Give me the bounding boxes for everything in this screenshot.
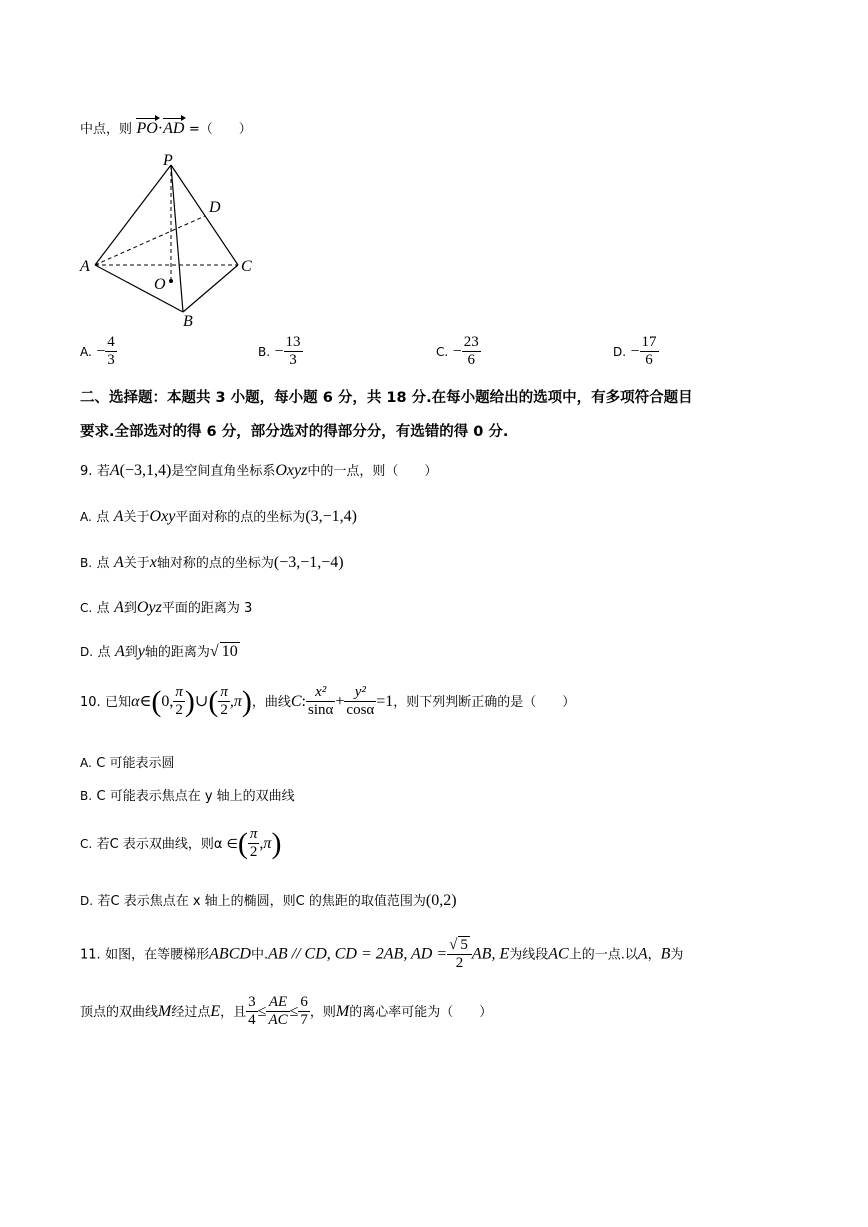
q8-option-d[interactable]: D. − $\frac{17}{6}$: [613, 334, 657, 369]
q8-option-a[interactable]: A. − $\frac{4}{3}$: [80, 334, 115, 369]
section2-line1: 二、选择题：本题共 3 小题，每小题 6 分，共 18 分.在每小题给出的选项中，有多项符合题目: [80, 390, 693, 406]
q11-line1: 11. 如图，在等腰梯形ABCD中.AB // CD, CD = 2AB, AD = $\frac{√ 5}{2}$ AB, E为线段AC上的一点.以A，B为: [80, 937, 684, 972]
q9-option-a[interactable]: A. 点 A关于Oxy平面对称的点的坐标为(3,−1,4): [80, 508, 357, 525]
sqrt-symbol: √: [449, 937, 458, 953]
q10-option-b[interactable]: B. C 可能表示焦点在 y 轴上的双曲线: [80, 789, 295, 804]
point-o: [169, 279, 173, 283]
q8-option-b[interactable]: B. − $\frac{13}{3}$: [258, 334, 301, 369]
segment-ad-dashed: [95, 216, 205, 265]
q11-line2: 顶点的双曲线M经过点E，且 $\frac{3}{4}$ ≤ $\frac{AE}{AC}$ ≤ $\frac{6}{7}$ ，则M的离心率可能为（ ）: [80, 994, 493, 1029]
label-b: B: [183, 313, 193, 330]
label-c: C: [241, 258, 252, 275]
label-d: D: [209, 199, 221, 216]
q8-stem-end: =（ ）: [188, 122, 252, 137]
vector-ad: AD: [163, 120, 185, 137]
q9-option-c[interactable]: C. 点 A到Oyz平面的距离为 3: [80, 599, 253, 616]
dot-operator: ·: [157, 120, 164, 137]
edge-ab: [95, 265, 183, 312]
q8-stem: [80, 118, 252, 138]
q8-option-c[interactable]: C. − $\frac{23}{6}$: [436, 334, 479, 369]
label-a: A: [80, 258, 90, 275]
q10-option-d[interactable]: D. 若C 表示焦点在 x 轴上的椭圆，则C 的焦距的取值范围为(0,2): [80, 892, 457, 909]
section2-line2: 要求.全部选对的得 6 分，部分选对的得部分分，有选错的得 0 分.: [80, 424, 509, 440]
label-o: O: [154, 276, 166, 293]
q10-stem: 10. 已知α∈(0, $\frac{\pi}{2}$ )∪( $\frac{\pi}{2}$ ,π)，曲线C: $\frac{\text{x²}}{\sin\alpha}$ + $\frac{\text{y²}}{\cos\alpha}$ =1，则下列判断正确的是（ ）: [80, 684, 576, 719]
edge-pc: [171, 165, 238, 265]
q10-option-a[interactable]: A. C 可能表示圆: [80, 756, 175, 771]
q9-option-b[interactable]: B. 点 A关于x轴对称的点的坐标为(−3,−1,−4): [80, 554, 344, 571]
q9-option-d[interactable]: D. 点 A到y轴的距离为√ 10: [80, 643, 238, 660]
sqrt-symbol: √: [209, 643, 219, 660]
q9-stem: 9. 若A(−3,1,4)是空间直角坐标系Oxyz中的一点，则（ ）: [80, 462, 438, 479]
vector-po: PO: [136, 120, 158, 137]
edge-pa: [95, 165, 171, 265]
q10-option-c[interactable]: C. 若C 表示双曲线，则α ∈( $\frac{\pi}{2}$ ,π): [80, 826, 282, 861]
edge-pb: [171, 165, 183, 312]
edge-cb: [183, 265, 238, 312]
q8-stem-start: 中点，则: [80, 122, 133, 137]
tetrahedron-figure: [75, 150, 265, 330]
label-p: P: [163, 152, 173, 169]
